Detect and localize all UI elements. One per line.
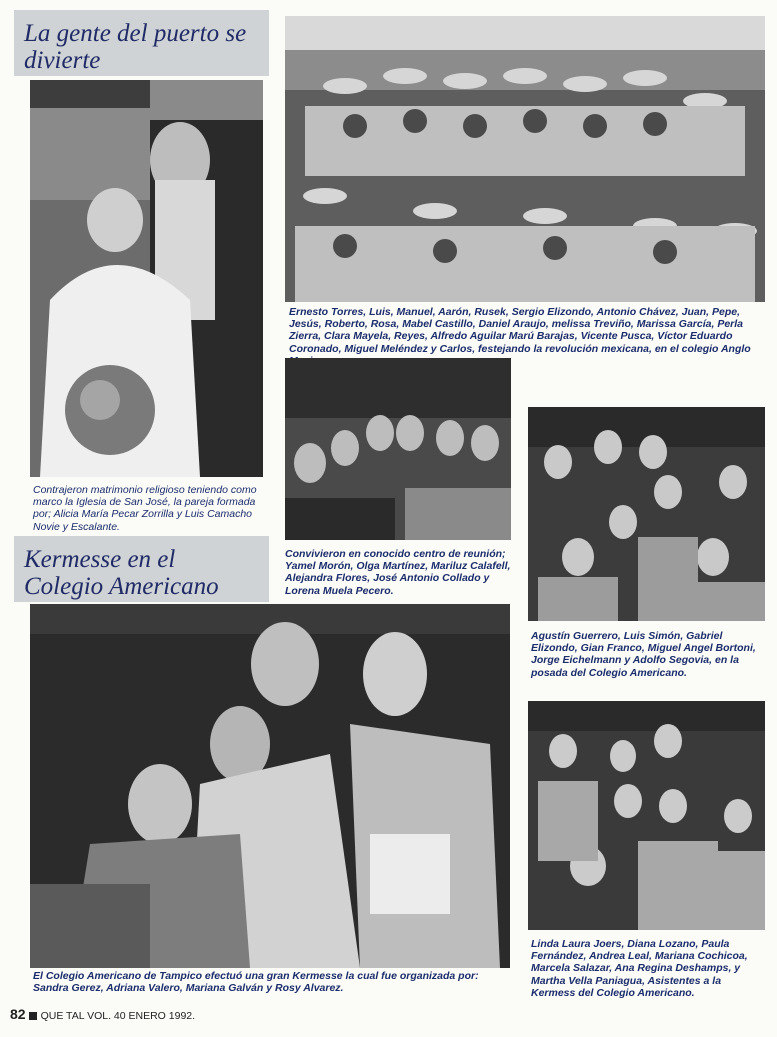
kermesse-photo xyxy=(30,604,510,968)
headline-port-text: La gente del puerto se divierte xyxy=(24,20,247,74)
square-bullet-icon xyxy=(29,1012,37,1020)
headline-kermesse xyxy=(14,536,269,602)
kermesse-caption: El Colegio Americano de Tampico efectuó una gran Kermesse la cual fue organizada por: Sandra Gerez, Adriana Valero, Mariana Galván y Rosy Alvarez. xyxy=(33,970,479,995)
page-footer xyxy=(10,1006,195,1022)
headline-kermesse-text: Kermesse en el Colegio Americano xyxy=(24,546,219,600)
posada-caption: Agustín Guerrero, Luis Simón, Gabriel Elizondo, Gian Franco, Miguel Angel Bortoni, Jorge Eichelmann y Adolfo Segovia, en la posada del Colegio Americano. xyxy=(531,630,756,679)
revolution-photo xyxy=(285,16,765,302)
wedding-photo xyxy=(30,80,263,477)
issue-line: QUE TAL VOL. 40 ENERO 1992. xyxy=(40,1010,196,1022)
girls-photo xyxy=(528,701,765,930)
girls-caption: Linda Laura Joers, Diana Lozano, Paula Fernández, Andrea Leal, Mariana Cochicoa, Marcela Salazar, Ana Regina Deshamps, y Martha Vella Paniagua, Asistentes a la Kermess del Colegio Americano. xyxy=(531,938,748,999)
page-number: 82 xyxy=(10,1006,26,1022)
gathering-photo xyxy=(285,358,511,540)
headline-port xyxy=(14,10,269,76)
revolution-caption: Ernesto Torres, Luis, Manuel, Aarón, Rusek, Sergio Elizondo, Antonio Chávez, Juan, Pepe, Jesús, Roberto, Rosa, Mabel Castillo, Daniel Araujo, melissa Treviño, Marissa García, Perla Zierra, Clara Mayela, Reyes, Alfredo Aguilar Marú Barajas, Vicente Pusca, Víctor Eduardo Coronado, Miguel Meléndez y Carlos, festejando la revolución mexicana, en el colegio Anglo xyxy=(289,306,751,355)
gathering-caption: Convivieron en conocido centro de reunión; Yamel Morón, Olga Martínez, Mariluz Calafell, Alejandra Flores, José Antonio Collado y Lorena Muela Pecero. xyxy=(285,548,511,597)
posada-photo xyxy=(528,407,765,621)
wedding-caption: Contrajeron matrimonio religioso teniendo como marco la Iglesia de San José, la pareja formada por; Alicia María Pecar Zorrilla y Luis Camacho Novie y Escalante. xyxy=(33,484,257,533)
